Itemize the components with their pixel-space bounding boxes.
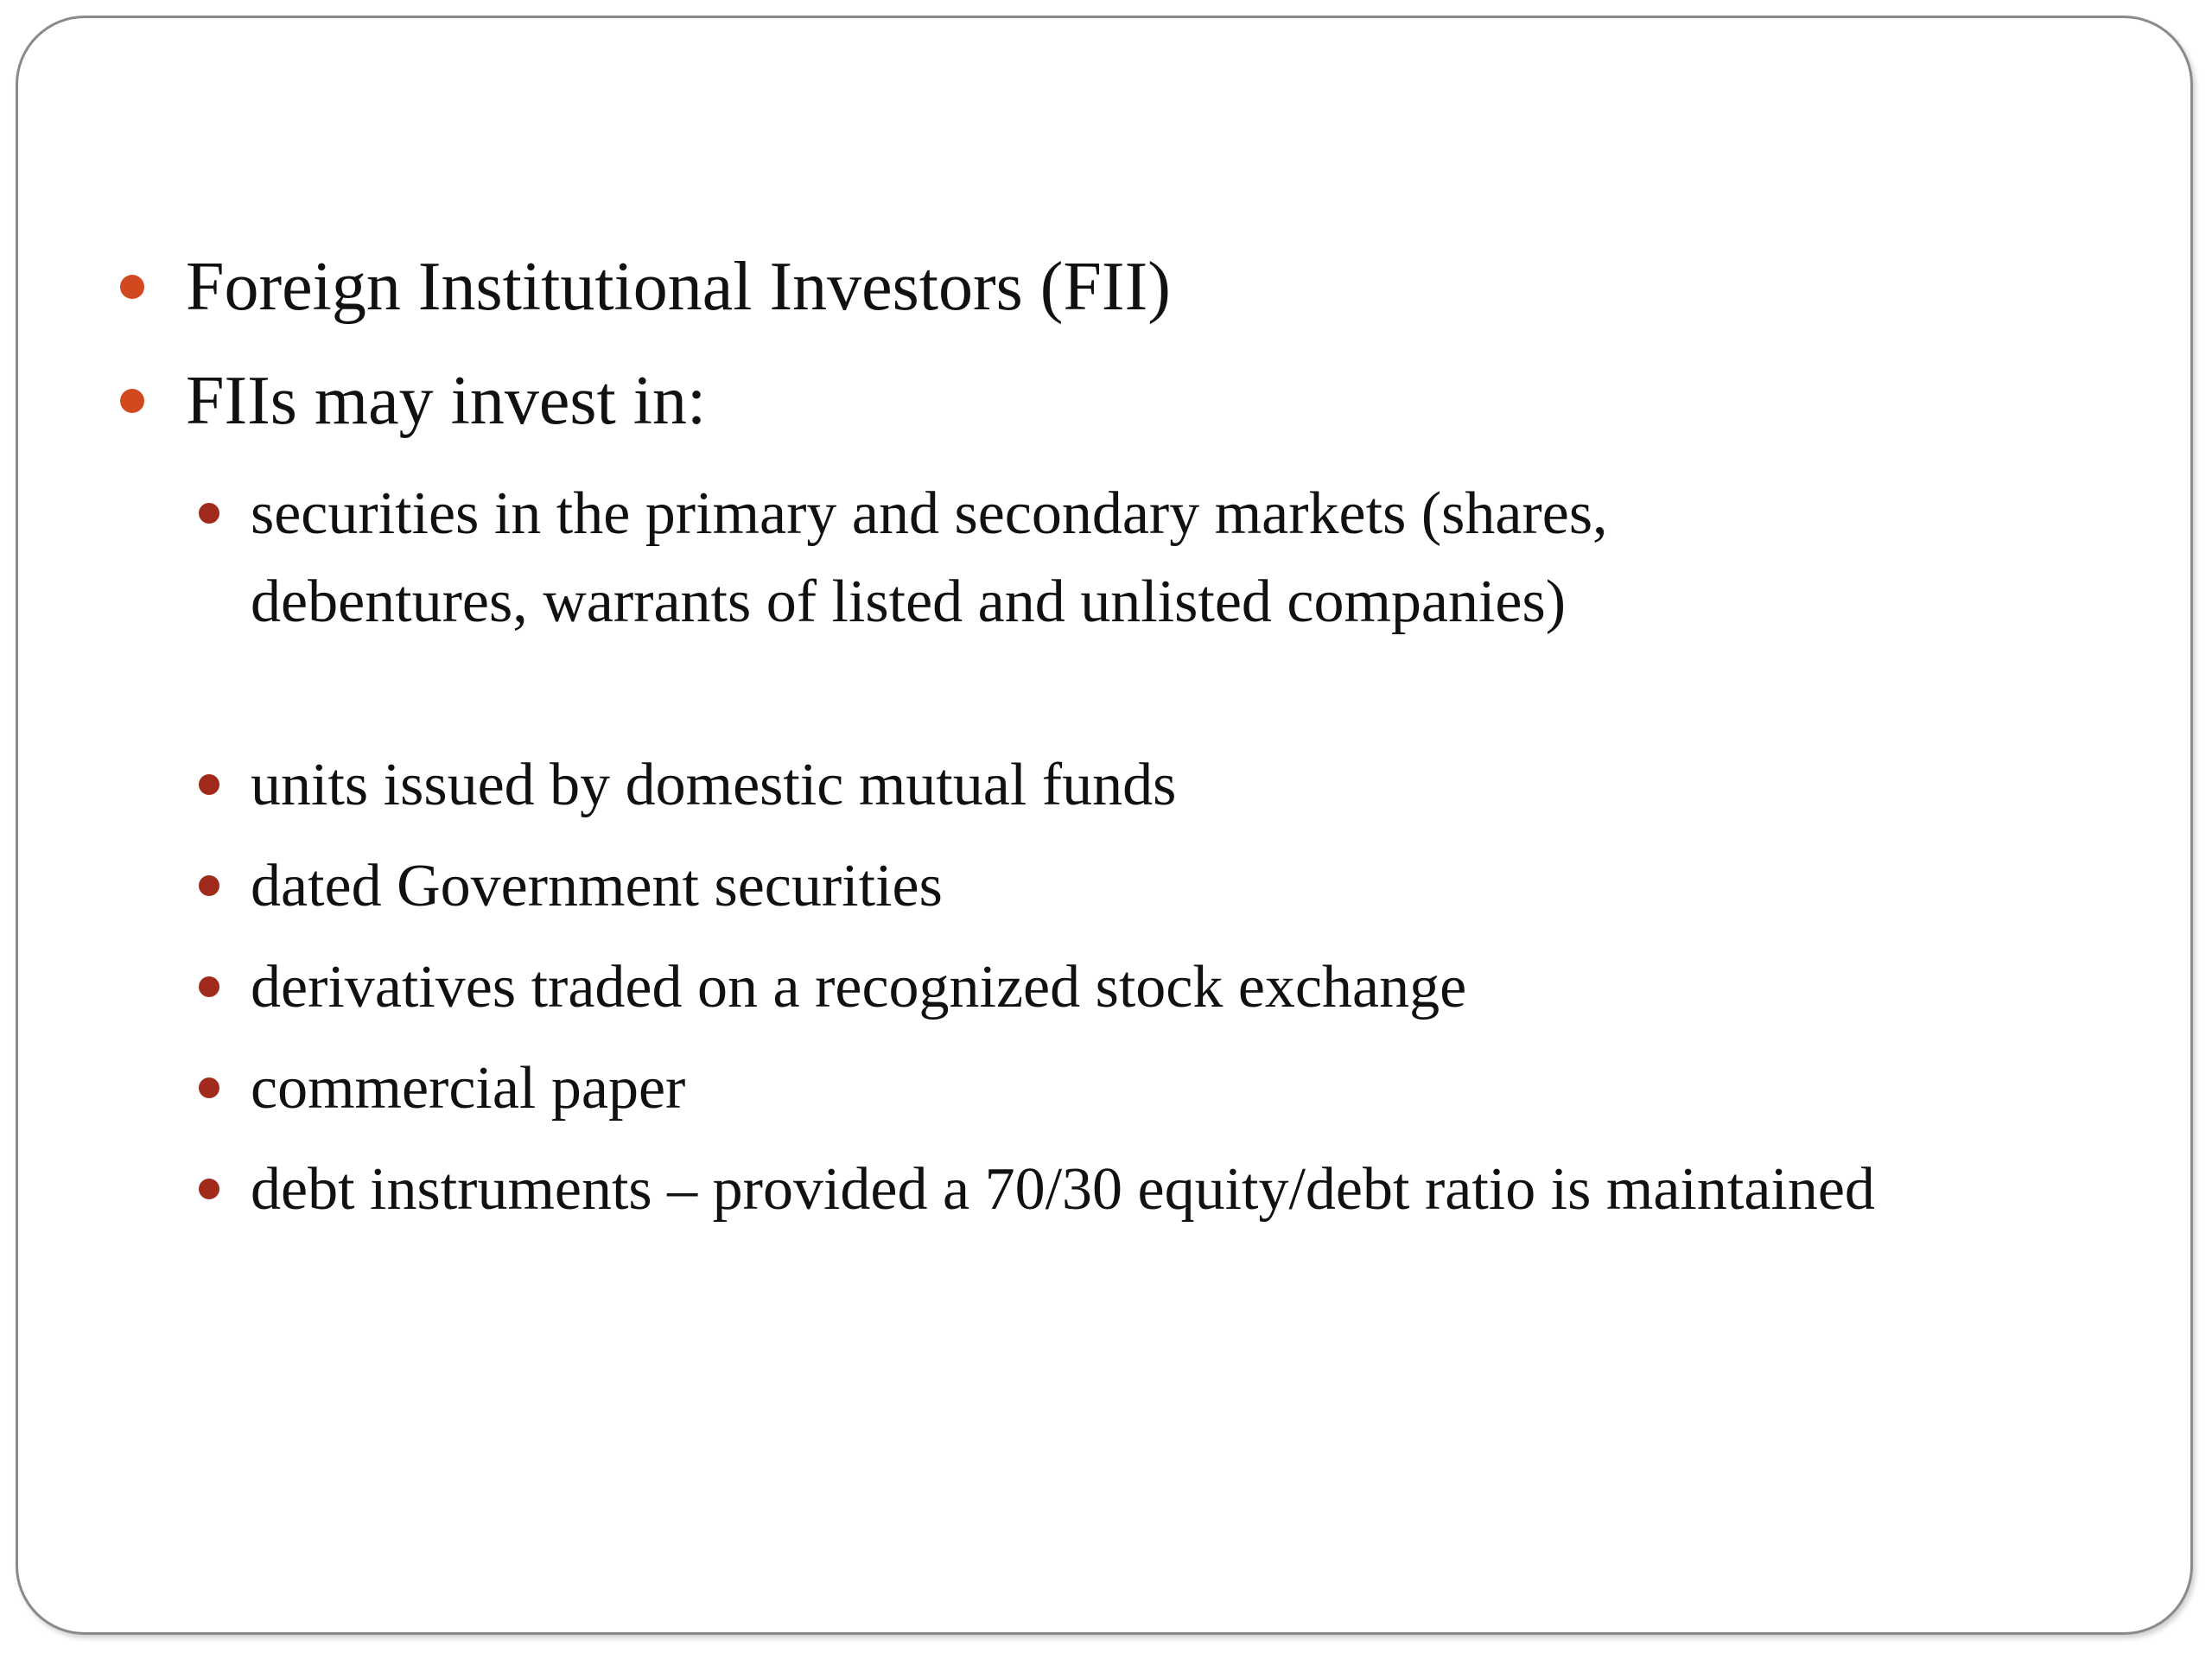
- bullet-item: [186, 359, 706, 442]
- sub-bullet-item: [251, 944, 1892, 1032]
- bullet-text: FIIs may invest in:: [186, 363, 707, 439]
- sub-bullet-text: securities in the primary and secondary markets (shares, debentures, warrants of listed and unlisted companies): [251, 480, 1608, 635]
- sub-bullet-icon: [199, 1077, 219, 1098]
- sub-bullet-icon: [199, 1179, 219, 1199]
- bullet-item: [186, 245, 1171, 328]
- sub-bullet-text: dated Government securities: [251, 853, 943, 919]
- sub-bullet-text: commercial paper: [251, 1055, 686, 1122]
- sub-bullet-icon: [199, 774, 219, 795]
- bullet-text: Foreign Institutional Investors (FII): [186, 249, 1171, 325]
- sub-bullet-item: [251, 741, 1892, 830]
- sub-bullet-item: [251, 470, 1892, 646]
- bullet-icon: [120, 275, 144, 299]
- sub-bullet-text: debt instruments – provided a 70/30 equity/debt ratio is maintained: [251, 1156, 1875, 1223]
- sub-bullet-item: [251, 1146, 1892, 1234]
- sub-bullet-icon: [199, 875, 219, 896]
- sub-bullet-icon: [199, 976, 219, 997]
- sub-bullet-item: [251, 842, 1892, 931]
- sub-bullet-text: derivatives traded on a recognized stock exchange: [251, 954, 1467, 1020]
- sub-bullet-item: [251, 1045, 1892, 1133]
- sub-bullet-icon: [199, 503, 219, 524]
- sub-bullet-text: units issued by domestic mutual funds: [251, 752, 1177, 818]
- bullet-icon: [120, 389, 144, 413]
